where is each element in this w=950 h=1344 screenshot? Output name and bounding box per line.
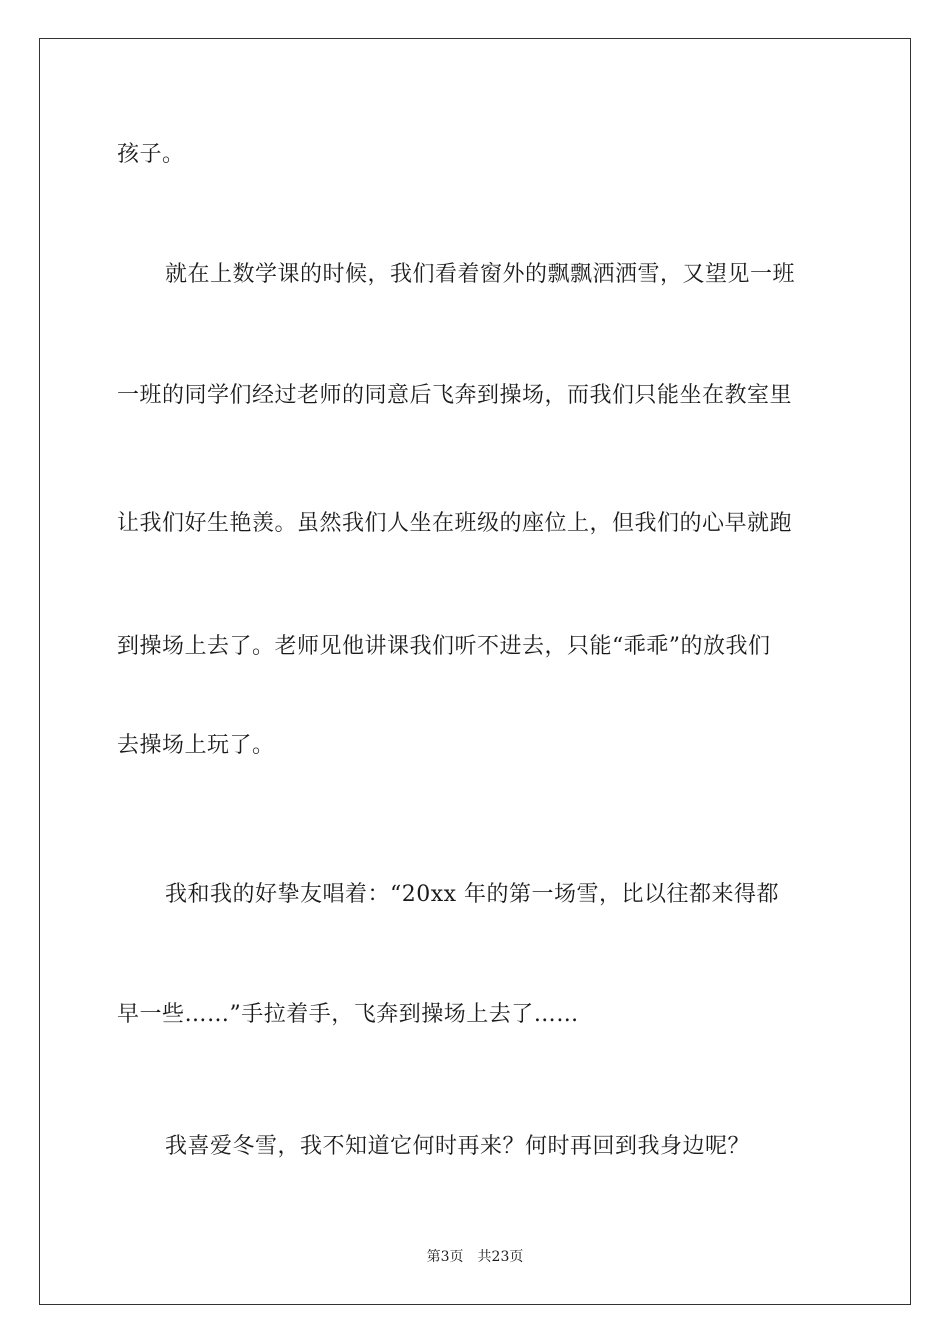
text-line-6: 去操场上玩了。 (117, 733, 275, 758)
text-line-5: 到操场上去了。老师见他讲课我们听不进去，只能“乖乖”的放我们 (117, 634, 771, 659)
text-line-3: 一班的同学们经过老师的同意后飞奔到操场，而我们只能坐在教室里 (117, 383, 793, 408)
page-border (39, 38, 911, 1305)
page-footer (0, 1247, 950, 1267)
text-line-4: 让我们好生艳羡。虽然我们人坐在班级的座位上，但我们的心早就跑 (117, 511, 793, 536)
page-total: 共23页 (477, 1249, 524, 1265)
text-line-7: 我和我的好挚友唱着：“20xx 年的第一场雪，比以往都来得都 (165, 882, 780, 907)
text-line-8: 早一些……”手拉着手，飞奔到操场上去了…… (117, 1002, 579, 1027)
text-line-9: 我喜爱冬雪，我不知道它何时再来？何时再回到我身边呢？ (165, 1134, 751, 1159)
page-number: 第3页 (426, 1249, 464, 1265)
text-line-2: 就在上数学课的时候，我们看着窗外的飘飘洒洒雪，又望见一班 (165, 262, 796, 287)
text-line-1: 孩子。 (117, 142, 185, 167)
